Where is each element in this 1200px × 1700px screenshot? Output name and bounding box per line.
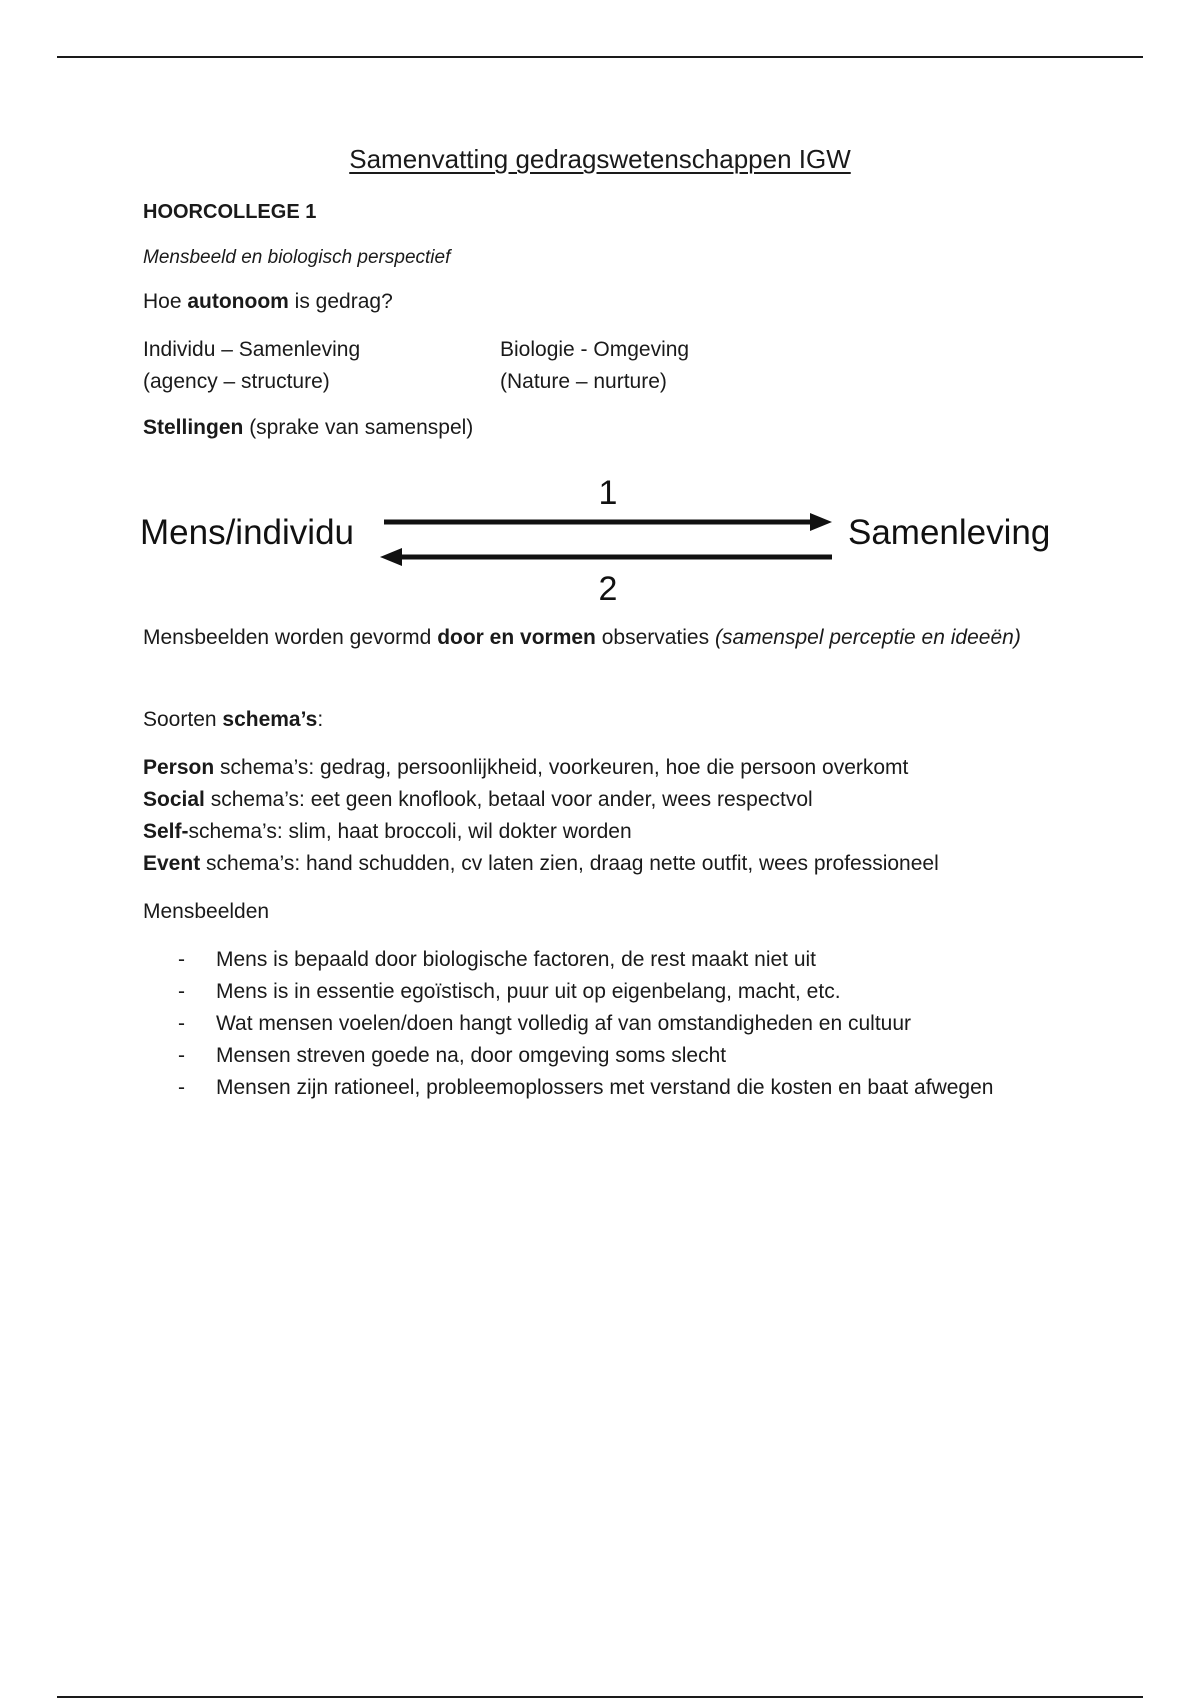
bullet-dash: - bbox=[178, 1012, 185, 1035]
perspective-part1: Mensbeelden worden gevormd bbox=[143, 626, 438, 649]
perspective-italic: (samenspel perceptie en ideeën) bbox=[714, 626, 1021, 649]
schema-heading-bold: schema’s bbox=[222, 708, 318, 731]
perspective-bold: door en vormen bbox=[437, 626, 596, 649]
list-item-text: Mensen zijn rationeel, probleemoplossers met verstand die kosten en baat afwegen bbox=[216, 1076, 994, 1099]
arrow-right-head bbox=[810, 513, 832, 531]
list-item bbox=[178, 1008, 1058, 1040]
bullet-dash: - bbox=[178, 1044, 185, 1067]
pair-left-line-2: (agency – structure) bbox=[143, 370, 330, 393]
lecture-heading: HOORCOLLEGE 1 bbox=[143, 201, 317, 223]
diagram-left-label: Mens/individu bbox=[140, 513, 354, 552]
schema-person-text: schema’s: gedrag, persoonlijkheid, voorkeuren, hoe die persoon overkomt bbox=[214, 756, 909, 779]
list-item-text: Mens is in essentie egoïstisch, puur uit op eigenbelang, macht, etc. bbox=[216, 980, 841, 1003]
question-bold: autonoom bbox=[187, 290, 289, 313]
schema-social-bold: Social bbox=[143, 788, 205, 811]
interaction-diagram bbox=[140, 470, 1060, 620]
list-item-text: Mensen streven goede na, door omgeving soms slecht bbox=[216, 1044, 727, 1067]
question-prefix: Hoe bbox=[143, 290, 188, 313]
perspective-paragraph bbox=[143, 622, 1043, 654]
schema-event bbox=[143, 848, 939, 880]
diagram-right-label: Samenleving bbox=[848, 513, 1051, 552]
statements-bold: Stellingen bbox=[143, 416, 244, 439]
document-title: Samenvatting gedragswetenschappen IGW bbox=[349, 144, 851, 174]
bullet-dash: - bbox=[178, 948, 185, 971]
statements-rest: (sprake van samenspel) bbox=[243, 416, 474, 439]
schema-heading bbox=[143, 704, 323, 736]
top-rule bbox=[57, 56, 1143, 58]
schema-self bbox=[143, 816, 939, 848]
bullet-dash: - bbox=[178, 1076, 185, 1099]
list-item bbox=[178, 1072, 1058, 1104]
bullet-dash: - bbox=[178, 980, 185, 1003]
pair-individual-society bbox=[143, 334, 360, 398]
schema-person-bold: Person bbox=[143, 756, 215, 779]
mensbeelden-list bbox=[178, 944, 1058, 1104]
arrow-left-head bbox=[380, 548, 402, 566]
statements-line bbox=[143, 412, 473, 444]
autonomy-question bbox=[143, 286, 393, 318]
schema-social-text: schema’s: eet geen knoflook, betaal voor ander, wees respectvol bbox=[204, 788, 813, 811]
pair-biology-environment bbox=[500, 334, 689, 398]
pair-right-line-2: (Nature – nurture) bbox=[500, 370, 667, 393]
pair-right-line-1: Biologie - Omgeving bbox=[500, 338, 690, 361]
list-item bbox=[178, 944, 1058, 976]
diagram-svg bbox=[140, 470, 1060, 620]
mensbeelden-heading: Mensbeelden bbox=[143, 900, 270, 923]
perspective-part2: observaties bbox=[595, 626, 715, 649]
bottom-rule bbox=[57, 1696, 1143, 1698]
schema-self-text: schema’s: slim, haat broccoli, wil dokter worden bbox=[188, 820, 632, 843]
schema-event-bold: Event bbox=[143, 852, 201, 875]
list-item-text: Wat mensen voelen/doen hangt volledig af van omstandigheden en cultuur bbox=[216, 1012, 912, 1035]
list-item-text: Mens is bepaald door biologische factoren, de rest maakt niet uit bbox=[216, 948, 817, 971]
pair-left-line-1: Individu – Samenleving bbox=[143, 338, 361, 361]
diagram-top-number: 1 bbox=[598, 474, 618, 512]
list-item bbox=[178, 1040, 1058, 1072]
schema-self-bold: Self- bbox=[143, 820, 189, 843]
diagram-bottom-number: 2 bbox=[598, 570, 618, 608]
question-suffix: is gedrag? bbox=[288, 290, 393, 313]
list-item bbox=[178, 976, 1058, 1008]
schema-social bbox=[143, 784, 939, 816]
section-subtitle: Mensbeeld en biologisch perspectief bbox=[143, 247, 451, 268]
schema-event-text: schema’s: hand schudden, cv laten zien, draag nette outfit, wees professioneel bbox=[200, 852, 939, 875]
schema-person bbox=[143, 752, 939, 784]
schema-heading-prefix: Soorten bbox=[143, 708, 223, 731]
schema-list bbox=[143, 752, 939, 880]
schema-heading-suffix: : bbox=[317, 708, 324, 731]
